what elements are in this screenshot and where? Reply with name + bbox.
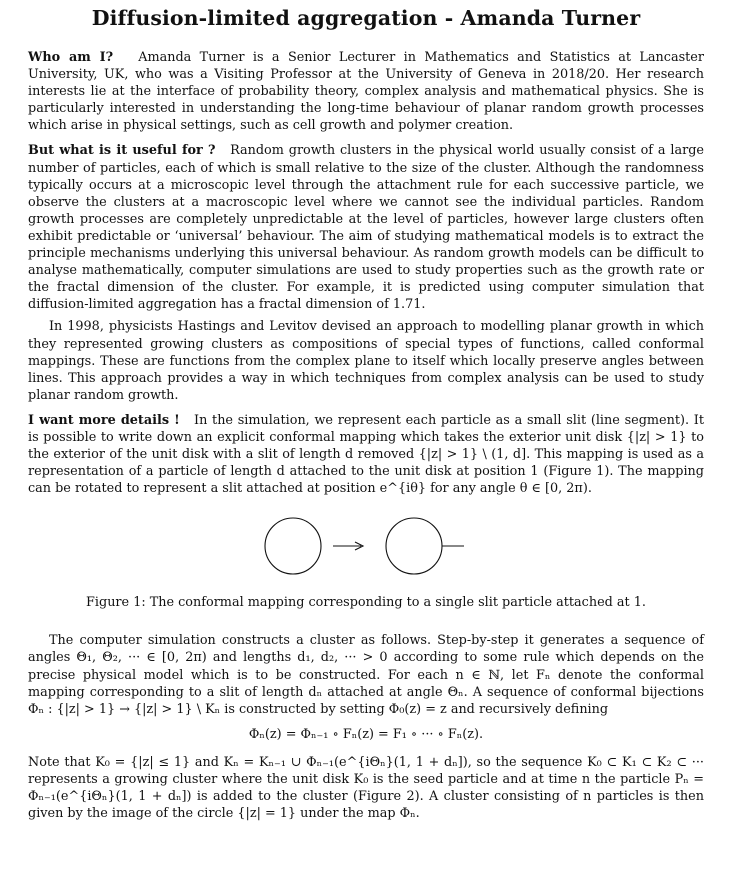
figure-1-drawing [28, 511, 704, 581]
who-paragraph [28, 49, 704, 134]
useful-paragraph [28, 142, 704, 313]
slit-disk-circle [386, 518, 442, 574]
details-paragraph [28, 412, 704, 497]
construction-paragraph: The computer simulation constructs a cluster as follows. Step-by-step it generates a sequence of angles Θ₁, Θ₂, ··· ∈ [0, 2π) and lengths d₁, d₂, ··· > 0 according to some rule which depends on the precise physical model which is to be constructed. For each n ∈ ℕ, let Fₙ denote the conformal mapping corresponding to a slit of length dₙ attached at angle Θₙ. A sequence of conformal bijections Φₙ : {|z| > 1} → {|z| > 1} \ Kₙ is constructed by setting Φ₀(z) = z and recursively defining [28, 633, 704, 717]
useful-heading: But what is it useful for ? [28, 143, 216, 159]
cluster-paragraph: Note that K₀ = {|z| ≤ 1} and Kₙ = Kₙ₋₁ ∪ Φₙ₋₁(e^{iΘₙ}(1, 1 + dₙ]), so the sequence K₀ ⊂ K₁ ⊂ K₂ ⊂ ··· represents a growing cluster where the unit disk K₀ is the seed particle and at time n the particle Pₙ = Φₙ₋₁(e^{iΘₙ}(1, 1 + dₙ]) is added to the cluster (Figure 2). A cluster consisting of n particles is then given by the image of the circle {|z| = 1} under the map Φₙ. [28, 754, 704, 822]
unit-disk-circle [265, 518, 321, 574]
hastings-paragraph: In 1998, physicists Hastings and Levitov devised an approach to modelling planar growth in which they represented growing clusters as compositions of special types of functions, called conformal mappings. These are functions from the complex plane to itself which locally preserve angles between lines. This approach provides a way in which techniques from complex analysis can be used to study planar random growth. [28, 319, 704, 403]
who-body: Amanda Turner is a Senior Lecturer in Mathematics and Statistics at Lancaster University, UK, who was a Visiting Professor at the University of Geneva in 2018/20. Her research interests lie at the interface of probability theory, complex analysis and mathematical physics. She is particularly interested in understanding the long-time behaviour of planar random growth processes which arise in physical settings, such as cell growth and polymer creation. [28, 50, 704, 134]
details-heading: I want more details ! [28, 412, 180, 428]
useful-body: Random growth clusters in the physical world usually consist of a large number of particles, each of which is small relative to the size of the cluster. Although the randomness typically occurs at a microscopic level through the attachment rule for each successive particle, we observe the clusters at a macroscopic level where we cannot see the individual particles. Random growth processes are completely unpredictable at the level of particles, however large clusters often exhibit predictable or ‘universal’ behaviour. The aim of studying mathematical models is to extract the principle mechanisms underlying this universal behaviour. As random growth models can be difficult to analyse mathematically, computer simulations are used to study properties such as the growth rate or the fractal dimension of the cluster. For example, it is predicted using computer simulation that diffusion-limited aggregation has a fractal dimension of 1.71. [28, 143, 704, 313]
who-heading: Who am I? [28, 50, 114, 65]
figure-1-caption: Figure 1: The conformal mapping corresponding to a single slit particle attached at 1. [86, 595, 646, 611]
recursion-equation: Φₙ(z) = Φₙ₋₁ ∘ Fₙ(z) = F₁ ∘ ··· ∘ Fₙ(z). [248, 726, 484, 742]
details-body: In the simulation, we represent each particle as a small slit (line segment). It is possible to write down an explicit conformal mapping which takes the exterior unit disk {|z| > 1} to the exterior of the unit disk with a slit of length d removed {|z| > 1} \ (1, d]. This mapping is used as a representation of a particle of length d attached to the unit disk at position 1 (Figure 1). The mapping can be rotated to represent a slit attached at position e^{iθ} for any angle θ ∈ [0, 2π). [28, 412, 704, 497]
paper-page [28, 0, 704, 822]
figure-1 [28, 511, 704, 581]
page-title: Diffusion-limited aggregation - Amanda Turner [91, 6, 641, 30]
